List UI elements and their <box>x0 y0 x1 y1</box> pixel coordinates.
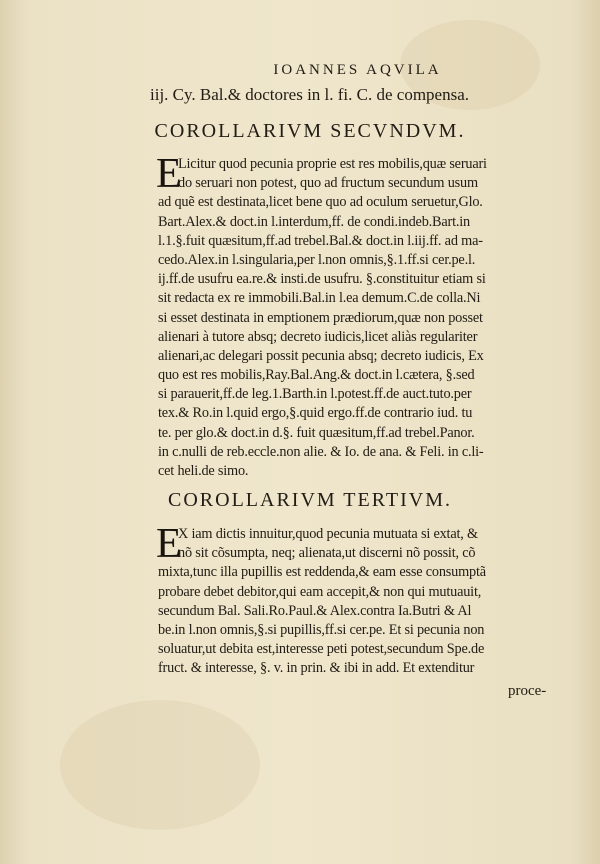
text-line: cet heli.de simo. <box>158 463 249 479</box>
running-head: IOANNES AQVILA <box>273 62 442 78</box>
text-line: secundum Bal. Sali.Ro.Paul.& Alex.contra Ia.Butri & Al <box>158 602 472 619</box>
text-line: alienari,ac delegari possit pecunia absq; decreto iudicis, Ex <box>158 347 484 364</box>
text-line: alienari à tutore absq; decreto iudicis,licet aliàs regulariter <box>158 328 478 345</box>
text-line: cedo.Alex.in l.singularia,per l.non omnis,§.1.ff.si cer.pe.l. <box>158 251 476 268</box>
text-line: fruct. & interesse, §. v. in prin. & ibi in add. Et extenditur <box>158 660 475 677</box>
text-line: X iam dictis innuitur,quod pecunia mutuata si extat, & <box>178 526 478 542</box>
drop-cap: E <box>156 151 182 197</box>
text-line: sit redacta ex re immobili.Bal.in l.ea demum.C.de colla.Ni <box>158 290 481 307</box>
text-line: probare debet debitor,qui eam accepit,& non qui mutuauit, <box>158 583 482 600</box>
text-line: Licitur quod pecunia proprie est res mobilis,quæ seruari <box>178 156 487 172</box>
text-line: l.1.§.fuit quæsitum,ff.ad trebel.Bal.& doct.in l.iij.ff. ad ma- <box>158 232 483 249</box>
text-line: Bart.Alex.& doct.in l.interdum,ff. de condi.indeb.Bart.in <box>158 213 470 230</box>
text-line: ij.ff.de usufru ea.re.& insti.de usufru. §.constituitur etiam si <box>158 271 486 288</box>
text-line: si parauerit,ff.de leg.1.Barth.in l.potest.ff.de auct.tuto.per <box>158 386 472 403</box>
catchword: proce- <box>508 683 547 699</box>
text-line: do seruari non potest, quo ad fructum secundum usum <box>178 175 478 192</box>
corollary-3-heading: COROLLARIVM TERTIVM. <box>168 489 452 511</box>
corollary-3-paragraph <box>156 521 558 679</box>
corollary-2-heading: COROLLARIVM SECVNDVM. <box>154 120 466 142</box>
text-line: in c.nulli de reb.eccle.non alie. & Io. de ana. & Feli. in c.li- <box>158 443 484 460</box>
text-line: ad quẽ est destinata,licet bene quo ad oculum seruetur,Glo. <box>158 194 483 211</box>
text-line: si esset destinata in emptionem prædiorum,quæ non posset <box>158 309 483 326</box>
carried-over-line: iij. Cy. Bal.& doctores in l. fi. C. de compensa. <box>150 85 470 104</box>
text-line: be.in l.non omnis,§.si pupillis,ff.si cer.pe. Et si pecunia non <box>158 621 485 638</box>
text-line: te. per glo.& doct.in d.§. fuit quæsitum,ff.ad trebel.Panor. <box>158 424 475 441</box>
text-line: quo est res mobilis,Ray.Bal.Ang.& doct.in l.cætera, §.sed <box>158 367 475 384</box>
text-line: nõ sit cõsumpta, neq; alienata,ut discerni nõ possit, cõ <box>178 545 476 562</box>
paper-stain <box>60 700 260 830</box>
text-line: soluatur,ut debita est,interesse peti potest,secundum Spe.de <box>158 641 485 658</box>
corollary-2-paragraph <box>156 151 558 481</box>
text-line: mixta,tunc illa pupillis est reddenda,& eam esse consumptã <box>158 564 486 581</box>
text-line: tex.& Ro.in l.quid ergo,§.quid ergo.ff.de contrario iud. tu <box>158 405 473 422</box>
drop-cap: E <box>156 521 182 567</box>
